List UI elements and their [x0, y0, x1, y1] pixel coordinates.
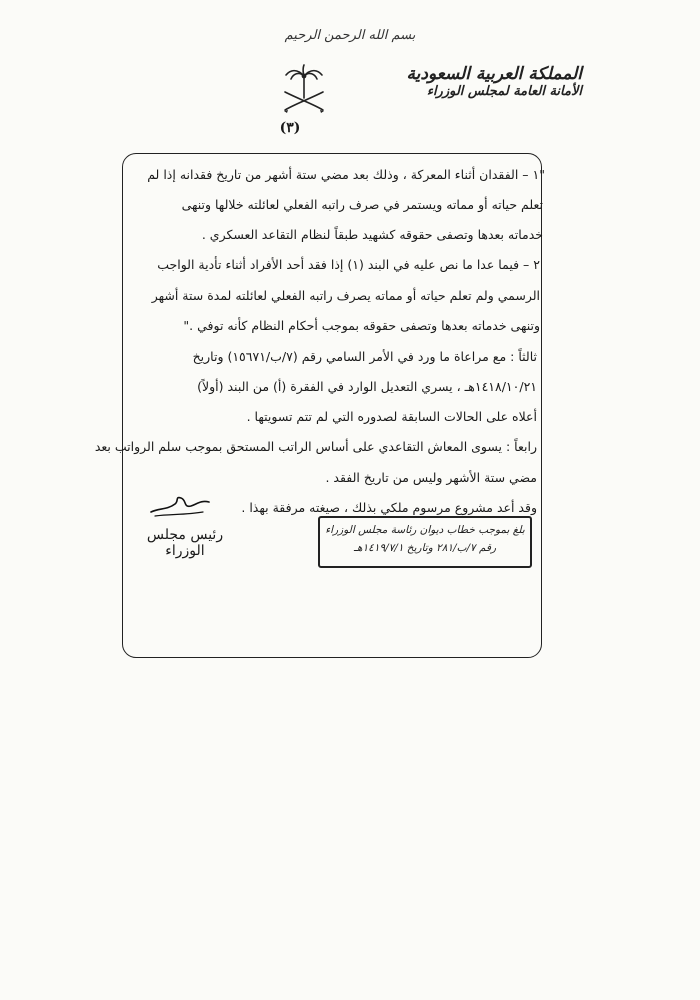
body-line-1: "١ – الفقدان أثناء المعركة ، وذلك بعد مضي ستة أشهر من تاريخ فقدانه إذا لم: [147, 167, 545, 182]
saudi-emblem-icon: [281, 62, 327, 120]
body-line-6: وتنهى خدماته بعدها وتصفى حقوقه بموجب أحكام النظام كأنه توفي .": [183, 318, 540, 333]
body-line-9: أعلاه على الحالات السابقة لصدوره التي لم تتم تسويتها .: [246, 409, 537, 424]
signature-mark: [145, 490, 215, 520]
body-line-7: ثالثاً : مع مراعاة ما ورد في الأمر السامي رقم (٧/ب/١٥٦٧١) وتاريخ: [192, 349, 537, 364]
body-line-5: الرسمي ولم تعلم حياته أو مماته يصرف راتبه الفعلي لعائلته لمدة ستة أشهر: [151, 288, 540, 303]
basmala-heading: بسم الله الرحمن الرحيم: [284, 28, 416, 43]
signatory-title: رئيس مجلس الوزراء: [146, 527, 224, 559]
body-line-4: ٢ – فيما عدا ما نص عليه في البند (١) إذا فقد أحد الأفراد أثناء تأدية الواجب: [157, 257, 540, 272]
kingdom-name: المملكة العربية السعودية: [406, 64, 582, 84]
body-line-8: ١٤١٨/١٠/٢١هـ ، يسري التعديل الوارد في الفقرة (أ) من البند (أولاً): [197, 379, 537, 394]
body-line-3: خدماته بعدها وتصفى حقوقه كشهيد طبقاً لنظام التقاعد العسكري .: [201, 227, 543, 242]
body-line-2: تعلم حياته أو مماته ويستمر في صرف راتبه الفعلي لعائلته خلالها وتنهى: [181, 197, 543, 212]
letterhead: [382, 64, 582, 100]
notification-stamp: [318, 516, 532, 568]
stamp-line-1: بلغ بموجب خطاب ديوان رئاسة مجلس الوزراء: [325, 524, 525, 536]
secretariat-name: الأمانة العامة لمجلس الوزراء: [426, 84, 582, 99]
body-line-12: وقد أعد مشروع مرسوم ملكي بذلك ، صيغته مرفقة بهذا .: [241, 500, 537, 515]
stamp-line-2: رقم ٧/ب/٢٨١ وتاريخ ١٤١٩/٧/١هـ: [353, 542, 497, 554]
page-number: (٣): [279, 120, 301, 136]
body-line-11: مضي ستة الأشهر وليس من تاريخ الفقد .: [325, 470, 537, 485]
body-line-10: رابعاً : يسوى المعاش التقاعدي على أساس الراتب المستحق بموجب سلم الرواتب بعد: [94, 439, 537, 454]
